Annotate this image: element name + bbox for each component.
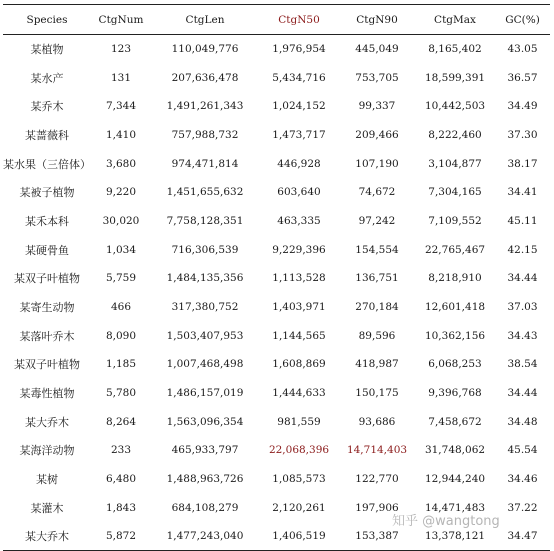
value-cell: 1,144,565 <box>272 329 326 342</box>
table-row <box>3 121 550 150</box>
value-cell: 6,480 <box>105 473 137 486</box>
table-body <box>3 35 550 551</box>
value-cell: 974,471,814 <box>171 157 239 170</box>
value-cell: 34.41 <box>507 186 538 199</box>
value-cell: 42.15 <box>507 243 538 256</box>
watermark-text: 知乎 @wangtong <box>392 514 500 529</box>
value-cell: 1,085,573 <box>272 473 326 486</box>
value-cell: 445,049 <box>355 43 399 56</box>
table-row <box>3 207 550 236</box>
value-cell: 34.43 <box>507 329 538 342</box>
species-cell: 某植物 <box>30 43 64 57</box>
table-row <box>3 178 550 207</box>
value-cell: 270,184 <box>355 301 399 314</box>
value-cell: 22,068,396 <box>268 444 330 457</box>
value-cell: 34.44 <box>507 387 538 400</box>
value-cell: 14,471,483 <box>424 501 486 514</box>
value-cell: 1,503,407,953 <box>166 329 244 342</box>
value-cell: 8,090 <box>105 329 137 342</box>
column-header: CtgMax <box>415 5 495 35</box>
table-row <box>3 235 550 264</box>
value-cell: 34.47 <box>495 522 550 551</box>
species-cell: 某双子叶植物 <box>14 358 80 372</box>
value-cell: 12,601,418 <box>424 301 486 314</box>
column-header: CtgNum <box>91 5 151 35</box>
species-cell: 某被子植物 <box>19 186 75 200</box>
table-header <box>3 5 550 35</box>
value-cell: 753,705 <box>355 71 399 84</box>
value-cell: 197,906 <box>355 501 399 514</box>
value-cell: 38.54 <box>507 358 538 371</box>
species-cell: 某硬骨鱼 <box>25 243 69 257</box>
value-cell: 716,306,539 <box>171 243 239 256</box>
value-cell: 317,380,752 <box>171 301 239 314</box>
value-cell: 31,748,062 <box>424 444 486 457</box>
value-cell: 10,362,156 <box>424 329 486 342</box>
value-cell: 99,337 <box>358 100 396 113</box>
species-cell: 某树 <box>36 473 58 487</box>
value-cell: 1,444,633 <box>272 387 326 400</box>
value-cell: 97,242 <box>358 214 396 227</box>
value-cell: 122,770 <box>355 473 399 486</box>
value-cell: 1,976,954 <box>272 43 326 56</box>
value-cell: 5,780 <box>105 387 137 400</box>
value-cell: 37.03 <box>507 301 538 314</box>
value-cell: 1,477,243,040 <box>151 522 259 551</box>
column-header: GC(%) <box>495 5 550 35</box>
table-row <box>3 436 550 465</box>
table-row <box>3 350 550 379</box>
column-header: CtgN50 <box>259 5 339 35</box>
species-cell: 某禾本科 <box>25 214 69 228</box>
table-row <box>3 264 550 293</box>
species-cell: 某寄生动物 <box>19 301 75 315</box>
table-row <box>3 63 550 92</box>
value-cell: 1,491,261,343 <box>166 100 244 113</box>
table-row <box>3 465 550 494</box>
value-cell: 1,486,157,019 <box>166 387 244 400</box>
value-cell: 13,378,121 <box>415 522 495 551</box>
value-cell: 207,636,478 <box>171 71 239 84</box>
species-cell: 某落叶乔木 <box>19 329 75 343</box>
species-cell: 某海洋动物 <box>19 444 75 458</box>
value-cell: 34.49 <box>507 100 538 113</box>
value-cell: 14,714,403 <box>346 444 408 457</box>
value-cell: 154,554 <box>355 243 399 256</box>
value-cell: 37.22 <box>507 501 538 514</box>
value-cell: 1,484,135,356 <box>166 272 244 285</box>
value-cell: 37.30 <box>507 128 538 141</box>
value-cell: 1,406,519 <box>259 522 339 551</box>
value-cell: 45.11 <box>507 214 538 227</box>
value-cell: 418,987 <box>355 358 399 371</box>
value-cell: 465,933,797 <box>171 444 239 457</box>
header-row <box>3 5 550 35</box>
species-cell: 某水果（三倍体） <box>3 157 91 171</box>
value-cell: 74,672 <box>358 186 396 199</box>
table-row <box>3 407 550 436</box>
value-cell: 10,442,503 <box>424 100 486 113</box>
value-cell: 9,396,768 <box>428 387 482 400</box>
value-cell: 7,109,552 <box>428 214 482 227</box>
value-cell: 45.54 <box>507 444 538 457</box>
value-cell: 7,458,672 <box>428 415 482 428</box>
table-row <box>3 293 550 322</box>
species-cell: 某乔木 <box>30 100 64 114</box>
value-cell: 150,175 <box>355 387 399 400</box>
value-cell: 8,218,910 <box>428 272 482 285</box>
species-cell: 某大乔木 <box>25 415 69 429</box>
value-cell: 34.46 <box>507 473 538 486</box>
species-cell: 某双子叶植物 <box>14 272 80 286</box>
value-cell: 1,843 <box>105 501 137 514</box>
value-cell: 34.48 <box>507 415 538 428</box>
value-cell: 446,928 <box>277 157 321 170</box>
value-cell: 463,335 <box>277 214 321 227</box>
value-cell: 209,466 <box>355 128 399 141</box>
value-cell: 34.44 <box>507 272 538 285</box>
value-cell: 8,222,460 <box>428 128 482 141</box>
value-cell: 93,686 <box>358 415 396 428</box>
value-cell: 1,451,655,632 <box>166 186 244 199</box>
value-cell: 466 <box>110 301 132 314</box>
column-header: Species <box>3 5 91 35</box>
value-cell: 9,229,396 <box>272 243 326 256</box>
column-header: CtgLen <box>151 5 259 35</box>
value-cell: 6,068,253 <box>428 358 482 371</box>
assembly-stats-table <box>3 4 550 551</box>
value-cell: 38.17 <box>507 157 538 170</box>
value-cell: 7,304,165 <box>428 186 482 199</box>
value-cell: 107,190 <box>355 157 399 170</box>
value-cell: 1,024,152 <box>272 100 326 113</box>
value-cell: 1,113,528 <box>272 272 326 285</box>
value-cell: 1,473,717 <box>272 128 326 141</box>
value-cell: 7,344 <box>105 100 137 113</box>
value-cell: 22,765,467 <box>424 243 486 256</box>
value-cell: 1,563,096,354 <box>166 415 244 428</box>
table-row <box>3 149 550 178</box>
value-cell: 153,387 <box>339 522 415 551</box>
value-cell: 1,488,963,726 <box>166 473 244 486</box>
value-cell: 757,988,732 <box>171 128 239 141</box>
value-cell: 123 <box>110 43 132 56</box>
value-cell: 3,104,877 <box>428 157 482 170</box>
value-cell: 233 <box>110 444 132 457</box>
value-cell: 131 <box>110 71 132 84</box>
value-cell: 1,403,971 <box>272 301 326 314</box>
table-row <box>3 379 550 408</box>
value-cell: 89,596 <box>358 329 396 342</box>
value-cell: 5,872 <box>91 522 151 551</box>
value-cell: 7,758,128,351 <box>166 214 244 227</box>
value-cell: 1,185 <box>105 358 137 371</box>
value-cell: 1,608,869 <box>272 358 326 371</box>
value-cell: 12,944,240 <box>424 473 486 486</box>
species-cell: 某灌木 <box>30 501 64 515</box>
value-cell: 8,165,402 <box>428 43 482 56</box>
value-cell: 5,759 <box>105 272 137 285</box>
species-cell: 某毒性植物 <box>19 387 75 401</box>
species-cell: 某大乔木 <box>3 522 91 551</box>
value-cell: 1,007,468,498 <box>166 358 244 371</box>
value-cell: 2,120,261 <box>272 501 326 514</box>
value-cell: 43.05 <box>507 43 538 56</box>
value-cell: 8,264 <box>105 415 137 428</box>
value-cell: 1,034 <box>105 243 137 256</box>
value-cell: 981,559 <box>277 415 321 428</box>
table-container <box>3 4 550 551</box>
value-cell: 36.57 <box>507 71 538 84</box>
species-cell: 某水产 <box>30 71 64 85</box>
value-cell: 110,049,776 <box>171 43 239 56</box>
column-header: CtgN90 <box>339 5 415 35</box>
value-cell: 5,434,716 <box>272 71 326 84</box>
table-row <box>3 35 550 64</box>
value-cell: 136,751 <box>355 272 399 285</box>
value-cell: 18,599,391 <box>424 71 486 84</box>
value-cell: 3,680 <box>105 157 137 170</box>
value-cell: 30,020 <box>102 214 140 227</box>
value-cell: 9,220 <box>105 186 137 199</box>
table-row <box>3 92 550 121</box>
table-row <box>3 321 550 350</box>
value-cell: 684,108,279 <box>171 501 239 514</box>
value-cell: 603,640 <box>277 186 321 199</box>
species-cell: 某蔷薇科 <box>25 128 69 142</box>
value-cell: 1,410 <box>105 128 137 141</box>
